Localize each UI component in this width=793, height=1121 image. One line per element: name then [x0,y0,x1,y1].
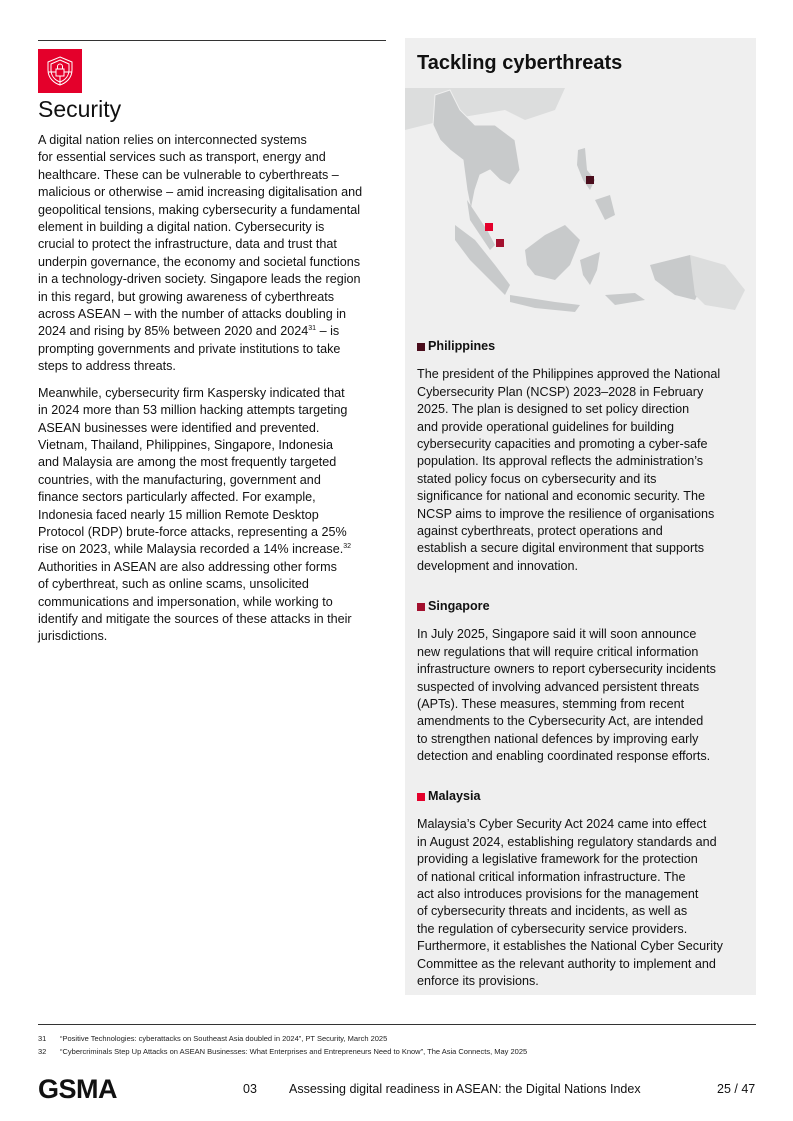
text-line: identify and mitigate the sources of these attacks in their [38,611,352,626]
text-line: for essential services such as transport, energy and [38,150,326,165]
panel-title: Tackling cyberthreats [417,52,623,74]
text-line: and Malaysia are among the most frequently targeted [38,455,337,470]
text-line: infrastructure owners to report cybersecurity incidents [417,662,716,677]
text-line: population. Its approval reflects the administration’s [417,454,704,469]
footnote-text: “Cybercriminals Step Up Attacks on ASEAN Businesses: What Enterprises and Entrepreneurs Need to Know”, The Asia Connects, May 2025 [60,1047,528,1056]
text-line: Authorities in ASEAN are also addressing other forms [38,559,337,574]
text-line: significance for national and economic security. The [417,489,705,504]
text-line: Protocol (RDP) brute-force attacks, representing a 25% [38,524,347,539]
text-line: Cybersecurity Plan (NCSP) 2023–2028 in February [417,384,704,399]
text-line: finance sectors particularly affected. For example, [38,490,316,505]
country-heading [417,338,752,355]
section-title: Security [38,96,122,122]
paragraph [38,385,390,646]
text-line: NCSP aims to improve the resilience of organisations [417,506,715,521]
text-line: cybersecurity capacities and promoting a cyber-safe [417,437,708,452]
text-line: detection and enabling coordinated response efforts. [417,749,711,764]
text-line: Committee as the relevant authority to implement and [417,956,716,971]
country-name: Singapore [428,599,490,613]
text-line: malicious or otherwise – amid increasing digitalisation and [38,185,363,200]
footnote-divider [38,1024,756,1025]
footnote-text: “Positive Technologies: cyberattacks on Southeast Asia doubled in 2024”, PT Security, March 2025 [60,1034,388,1043]
text-line: to strengthen national defences by improving early [417,731,699,746]
legend-square-icon [417,343,425,351]
country-section-philippines [417,338,752,575]
text-line: geopolitical tensions, making cybersecurity a fundamental [38,202,361,217]
text-line: act also introduces provisions for the management [417,887,699,902]
text-line: establish a secure digital environment that supports [417,541,705,556]
text-line: healthcare. These can be vulnerable to cyberthreats – [38,167,339,182]
text-line: In July 2025, Singapore said it will soon announce [417,627,697,642]
document-title: Assessing digital readiness in ASEAN: the Digital Nations Index [289,1082,641,1096]
southeast-asia-map [405,80,756,338]
text-line: in August 2024, establishing regulatory standards and [417,834,717,849]
text-line: steps to address threats. [38,359,176,374]
text-line: 2024 and rising by 85% between 2020 and 2024$^{31}$ – is [38,324,340,339]
text-line: against cyberthreats, protect operations and [417,524,663,539]
text-line: stated policy focus on cybersecurity and its [417,471,657,486]
text-line: the regulation of cybersecurity service providers. [417,921,688,936]
text-line: of national critical information infrastructure. The [417,869,686,884]
text-line: in a technology-driven society. Singapore leads the region [38,272,361,287]
map-marker-singapore [496,239,504,247]
text-line: in 2024 more than 53 million hacking attempts targeting [38,403,348,418]
text-line: jurisdictions. [38,629,108,644]
text-line: Meanwhile, cybersecurity firm Kaspersky indicated that [38,385,345,400]
text-line: in this regard, but growing awareness of cyberthreats [38,289,335,304]
text-line: element in building a digital nation. Cybersecurity is [38,220,325,235]
text-line: rise on 2023, while Malaysia recorded a 14% increase.$^{32}$ [38,542,352,557]
footnote-number: 32 [38,1047,47,1056]
country-section-singapore [417,598,752,766]
country-name: Malaysia [428,789,481,803]
text-line: (APTs). These measures, stemming from recent [417,697,685,712]
text-line: Malaysia’s Cyber Security Act 2024 came into effect [417,817,707,832]
text-line: Vietnam, Thailand, Philippines, Singapore, Indonesia [38,437,333,452]
footnote-number: 31 [38,1034,47,1043]
text-line: The president of the Philippines approved the National [417,367,721,382]
country-name: Philippines [428,339,496,353]
body-text [38,132,390,655]
text-line: prompting governments and private institutions to take [38,341,341,356]
text-line: of cyberthreat, such as online scams, unsolicited [38,577,309,592]
shield-lock-icon [38,49,82,93]
text-line: Indonesia faced nearly 15 million Remote Desktop [38,507,319,522]
text-line: new regulations that will require critical information [417,644,699,659]
country-heading [417,788,752,805]
gsma-logo: GSMA [38,1074,117,1104]
text-line: providing a legislative framework for the protection [417,852,698,867]
footnote-31 [38,1034,387,1043]
cyberthreats-panel [405,38,756,995]
text-line: Furthermore, it establishes the National Cyber Security [417,939,723,954]
page-number: 25 / 47 [717,1082,756,1096]
top-divider [38,40,386,41]
text-line: underpin governance, the economy and societal functions [38,254,361,269]
country-section-malaysia [417,788,752,990]
text-line: 2025. The plan is designed to set policy direction [417,402,690,417]
map-marker-malaysia [485,223,493,231]
text-line: A digital nation relies on interconnected systems [38,133,307,147]
chapter-number: 03 [243,1082,257,1096]
paragraph [38,132,390,376]
text-line: countries, with the manufacturing, government and [38,472,321,487]
country-heading [417,598,752,615]
legend-square-icon [417,603,425,611]
text-line: suspected of involving advanced persistent threats [417,679,700,694]
legend-square-icon [417,793,425,801]
text-line: crucial to protect the infrastructure, data and trust that [38,237,337,252]
text-line: amendments to the Cybersecurity Act, are intended [417,714,704,729]
text-line: and provide operational guidelines for building [417,419,674,434]
footnote-ref[interactable]: 31 [308,325,317,333]
text-line: development and innovation. [417,558,579,573]
map-marker-philippines [586,176,594,184]
footnote-32 [38,1047,527,1056]
text-line: ASEAN businesses were identified and prevented. [38,420,320,435]
text-line: communications and impersonation, while working to [38,594,333,609]
footnote-ref[interactable]: 32 [343,543,352,551]
text-line: enforce its provisions. [417,974,539,989]
text-line: across ASEAN – with the number of attacks doubling in [38,307,347,322]
text-line: of cybersecurity threats and incidents, as well as [417,904,688,919]
